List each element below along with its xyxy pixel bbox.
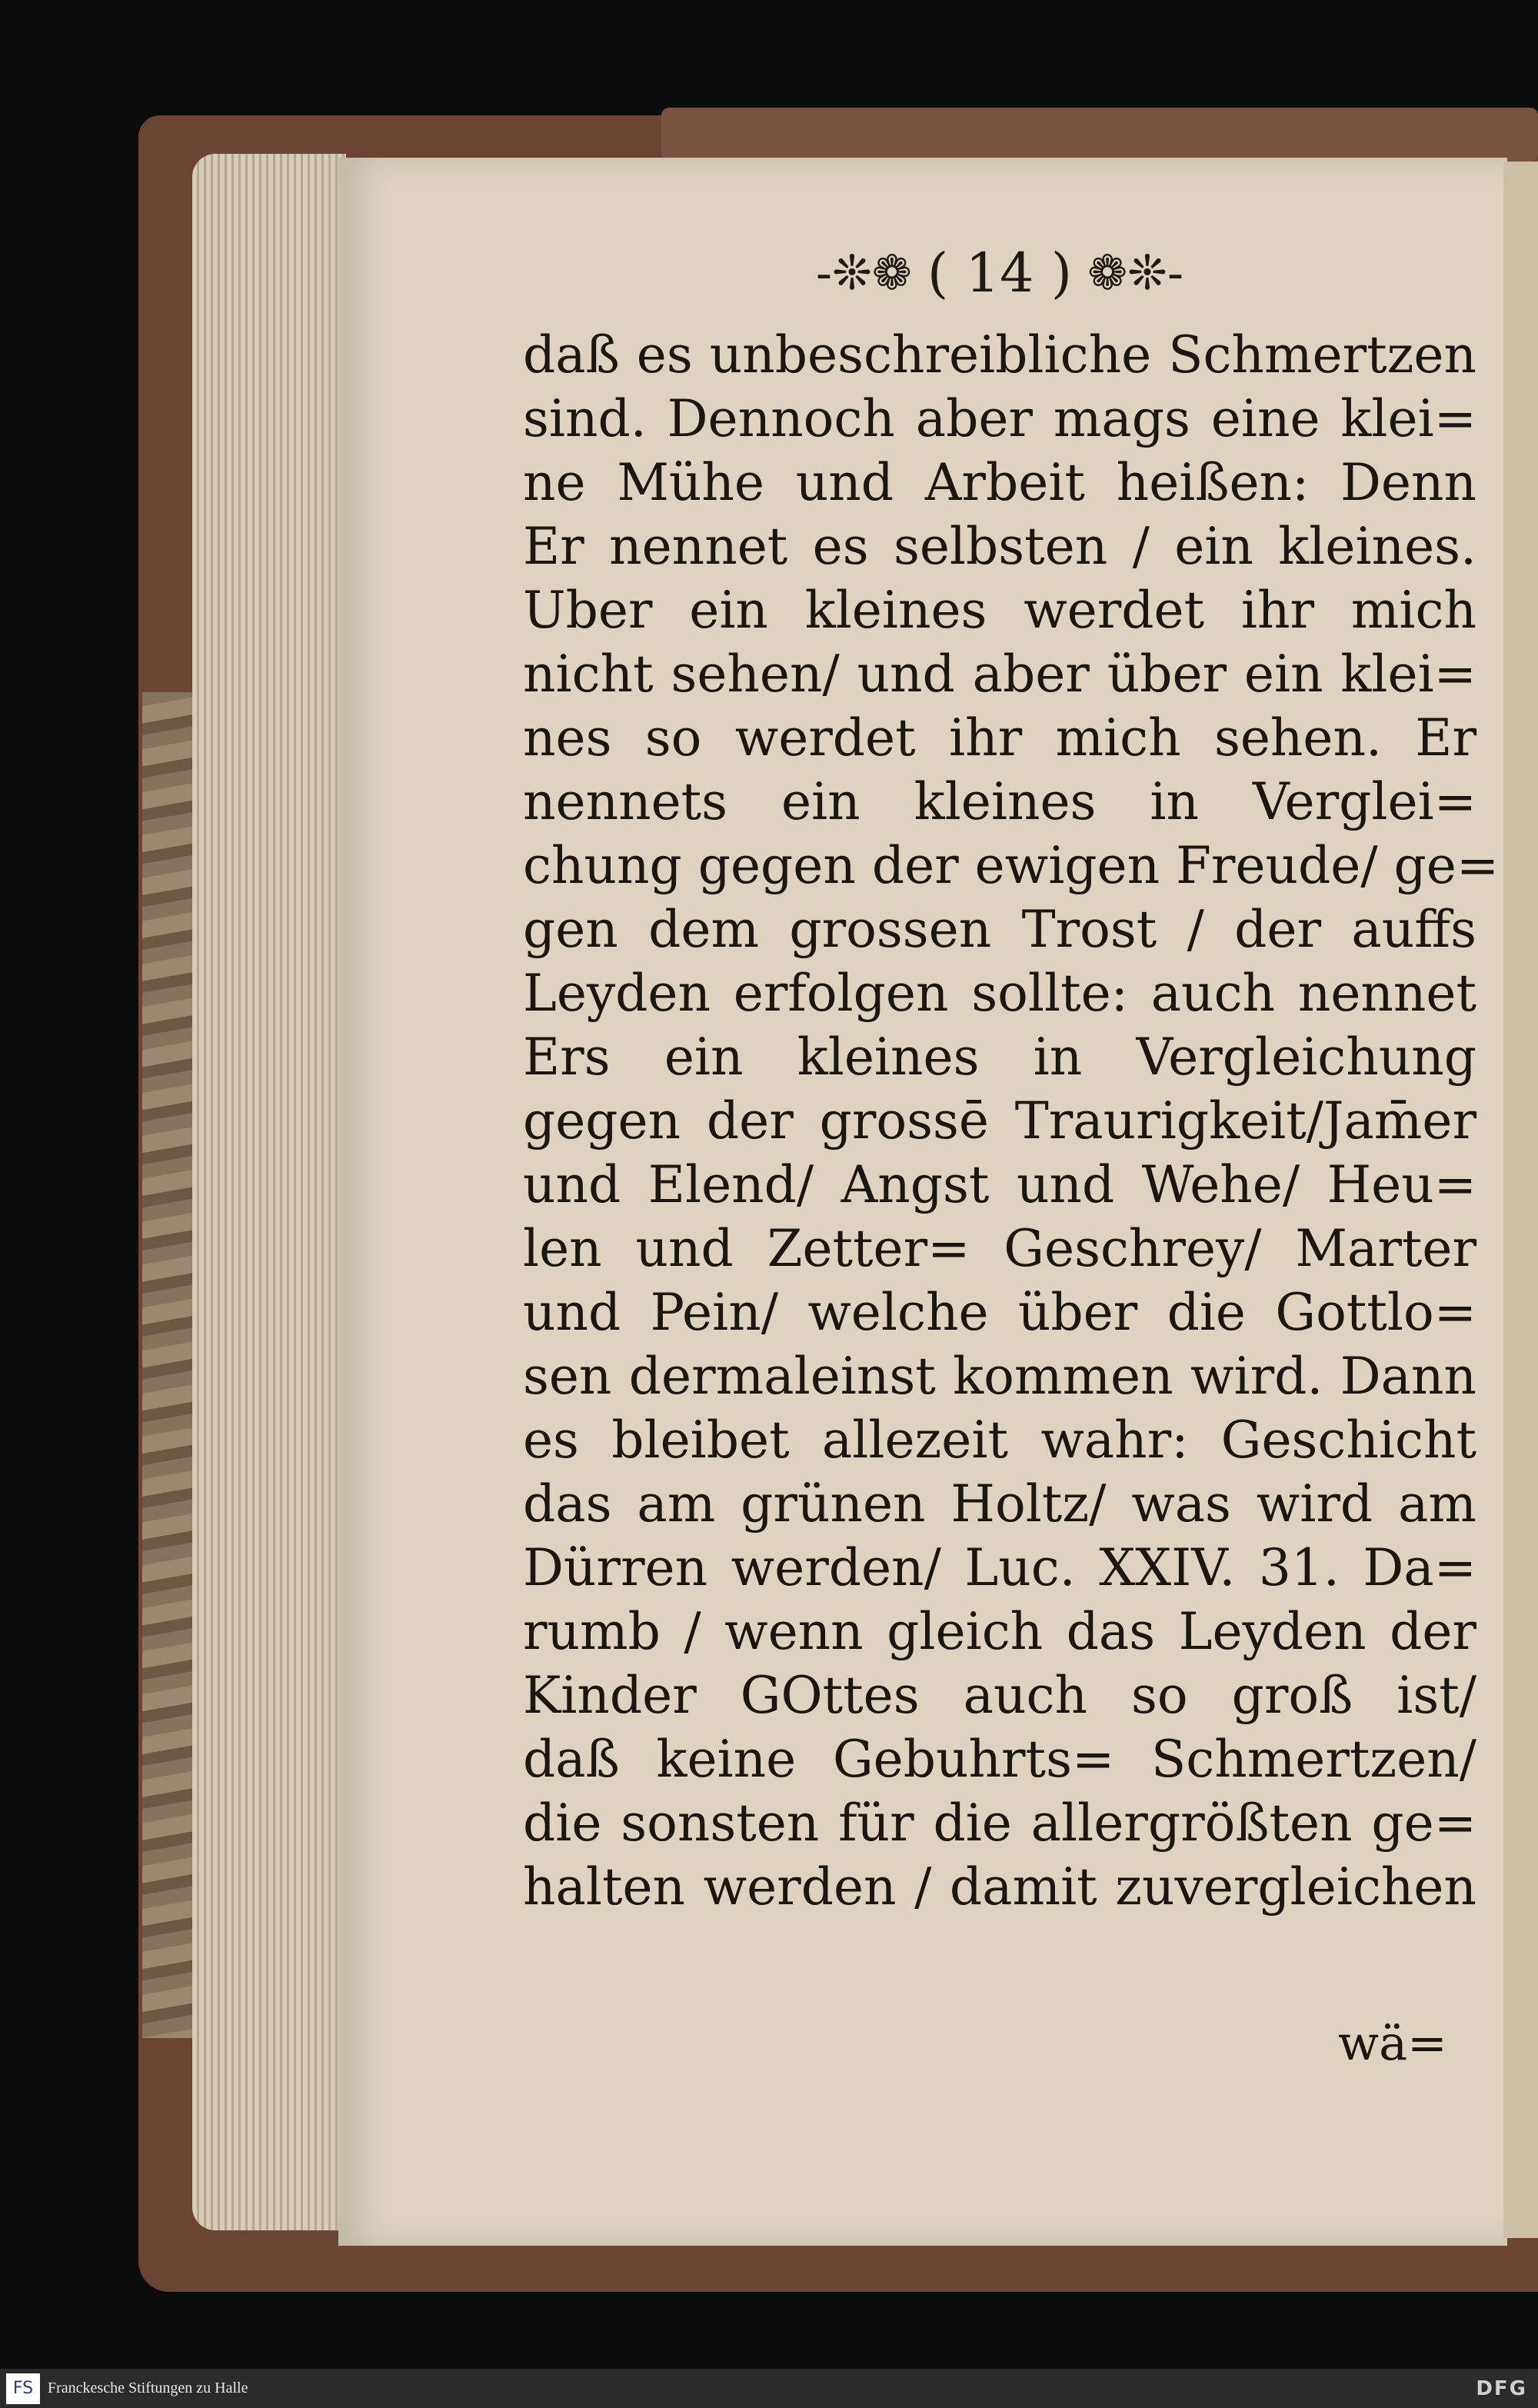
text-line: daß keine Gebuhrts= Schmertzen/ [523, 1730, 1476, 1789]
marbled-endpaper [142, 692, 196, 2038]
text-line: die sonsten für die allergrößten ge= [523, 1794, 1476, 1853]
ornament-right-icon: ❁❊- [1087, 245, 1183, 301]
text-line: Kinder GOttes auch so groß ist/ [523, 1666, 1476, 1725]
page-header [800, 231, 1200, 315]
catchword: wä= [1338, 2015, 1447, 2071]
text-line: Ers ein kleines in Vergleichung [523, 1027, 1476, 1087]
ornament-left-icon: -❊❁ [816, 245, 912, 301]
text-line: und Pein/ welche über die Gottlo= [523, 1283, 1476, 1342]
text-line: gen dem grossen Trost / der auffs [523, 900, 1476, 959]
institution-logo-icon: FS [6, 2373, 40, 2404]
next-page-edge [1503, 162, 1538, 2238]
text-line: len und Zetter= Geschrey/ Marter [523, 1219, 1476, 1278]
text-line: nes so werdet ihr mich sehen. Er [523, 708, 1476, 768]
text-line: rumb / wenn gleich das Leyden der [523, 1602, 1476, 1661]
page-stack-edges [192, 154, 346, 2230]
text-line: halten werden / damit zuvergleichen [523, 1857, 1476, 1917]
text-line: Leyden erfolgen sollte: auch nennet [523, 964, 1476, 1023]
text-line: und Elend/ Angst und Wehe/ Heu= [523, 1155, 1476, 1214]
viewer-footer [0, 2369, 1538, 2408]
text-line: sind. Dennoch aber mags eine klei= [523, 389, 1476, 448]
book-top-edge [661, 108, 1538, 162]
text-line: es bleibet allezeit wahr: Geschicht [523, 1410, 1476, 1470]
institution-name: Franckesche Stiftungen zu Halle [48, 2380, 248, 2396]
page-number: ( 14 ) [927, 241, 1073, 305]
text-line: chung gegen der ewigen Freude/ ge= [523, 836, 1500, 895]
text-line: gegen der grossē Traurigkeit/Jam̄er [523, 1091, 1476, 1151]
text-line: ne Mühe und Arbeit heißen: Denn [523, 453, 1476, 512]
text-line: daß es unbeschreibliche Schmertzen [523, 325, 1476, 385]
footer-institution [0, 2373, 248, 2404]
text-line: nennets ein kleines in Verglei= [523, 772, 1476, 831]
text-line: das am grünen Holtz/ was wird am [523, 1474, 1476, 1534]
body-text [523, 323, 1500, 1919]
text-line: Uber ein kleines werdet ihr mich [523, 581, 1476, 640]
dfg-logo: DFG [1476, 2376, 1527, 2400]
text-line: Er nennet es selbsten / ein kleines. [523, 517, 1476, 576]
text-line: sen dermaleinst kommen wird. Dann [523, 1347, 1476, 1406]
text-line: nicht sehen/ und aber über ein klei= [523, 644, 1476, 704]
text-line: Dürren werden/ Luc. XXIV. 31. Da= [523, 1538, 1476, 1597]
